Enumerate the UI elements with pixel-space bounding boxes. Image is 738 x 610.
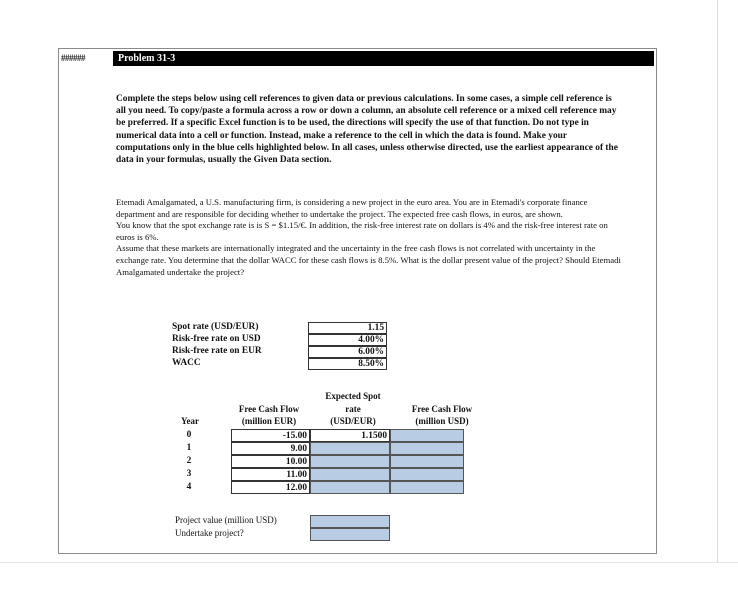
fcf-usd-cell[interactable] [390, 429, 464, 442]
given-label-rf-usd: Risk-free rate on USD [172, 334, 261, 344]
header-fcf-usd-line1: Free Cash Flow [411, 404, 473, 414]
given-cell-wacc[interactable]: 8.50% [308, 358, 387, 370]
project-value-label: Project value (million USD) [175, 515, 277, 525]
header-fcf-eur-line1: Free Cash Flow [238, 404, 300, 414]
window-bottom-edge [0, 562, 738, 563]
year-cell: 1 [186, 443, 192, 453]
problem-title[interactable]: Problem 31-3 [113, 51, 654, 66]
fcf-eur-cell[interactable]: 12.00 [231, 481, 310, 494]
spot-rate-cell[interactable]: 1.1500 [310, 429, 390, 442]
year-cell: 0 [186, 430, 192, 440]
instructions-text: Complete the steps below using cell references to given data or previous calculations. In some cases, a simple cell reference is all you need. To copy/paste a formula across a row or down a column, an absolute cell reference or a mixed cell reference may be preferred. If a specific Excel function is to be used, the directions will specify the use of that function. Do not type in numerical data into a cell or function. Instead, make a reference to the cell in which the data is found. Make your computations only in the blue cells highlighted below. In all cases, unless otherwise directed, use the earliest appearance of the data in your formulas, usually the Given Data section. [116, 94, 618, 166]
project-value-cell[interactable] [310, 515, 390, 528]
header-fcf-usd-line2: (million USD) [415, 416, 469, 426]
given-label-rf-eur: Risk-free rate on EUR [172, 346, 262, 356]
header-year: Year [181, 416, 199, 426]
header-fcf-eur-line2: (million EUR) [241, 416, 297, 426]
problem-statement [116, 197, 624, 278]
fcf-eur-cell[interactable]: 11.00 [231, 468, 310, 481]
fcf-usd-cell[interactable] [390, 455, 464, 468]
given-label-wacc: WACC [172, 358, 201, 368]
worksheet [58, 48, 657, 554]
overflow-cell[interactable]: ###### [61, 53, 85, 63]
fcf-eur-cell[interactable]: 9.00 [231, 442, 310, 455]
fcf-usd-cell[interactable] [390, 442, 464, 455]
given-cell-spot[interactable]: 1.15 [308, 322, 387, 334]
spot-rate-cell[interactable] [310, 481, 390, 494]
header-spot-line3: (USD/EUR) [330, 416, 376, 426]
problem-paragraph-3: Assume that these markets are internationally integrated and the uncertainty in the free cash flows is not correlated with uncertainty in the exchange rate. You determine that the dollar WACC for these cash flows is 8.5%. What is the dollar present value of the project? Should Etemadi Amalgamated undertake the project? [116, 243, 621, 277]
given-label-spot: Spot rate (USD/EUR) [172, 322, 259, 332]
spot-rate-cell[interactable] [310, 455, 390, 468]
fcf-usd-cell[interactable] [390, 481, 464, 494]
given-cell-rf-usd[interactable]: 4.00% [308, 334, 387, 346]
problem-paragraph-2: You know that the spot exchange rate is is S = $1.15/€. In addition, the risk-free interest rate on dollars is 4% and the risk-free interest rate on euros is 6%. [116, 220, 608, 242]
fcf-eur-cell[interactable]: 10.00 [231, 455, 310, 468]
year-cell: 3 [186, 469, 192, 479]
year-cell: 4 [186, 482, 192, 492]
header-spot-line1: Expected Spot [325, 391, 381, 401]
window-edge [717, 0, 718, 562]
spot-rate-cell[interactable] [310, 442, 390, 455]
undertake-label: Undertake project? [175, 528, 244, 538]
given-cell-rf-eur[interactable]: 6.00% [308, 346, 387, 358]
spot-rate-cell[interactable] [310, 468, 390, 481]
year-cell: 2 [186, 456, 192, 466]
fcf-eur-cell[interactable]: -15.00 [231, 429, 310, 442]
problem-paragraph-1: Etemadi Amalgamated, a U.S. manufacturing firm, is considering a new project in the euro area. You are in Etemadi's corporate finance department and are responsible for deciding whether to undertake the project. The expected free cash flows, in euros, are shown. [116, 197, 588, 219]
undertake-cell[interactable] [310, 528, 390, 541]
fcf-usd-cell[interactable] [390, 468, 464, 481]
header-spot-line2: rate [345, 404, 361, 414]
